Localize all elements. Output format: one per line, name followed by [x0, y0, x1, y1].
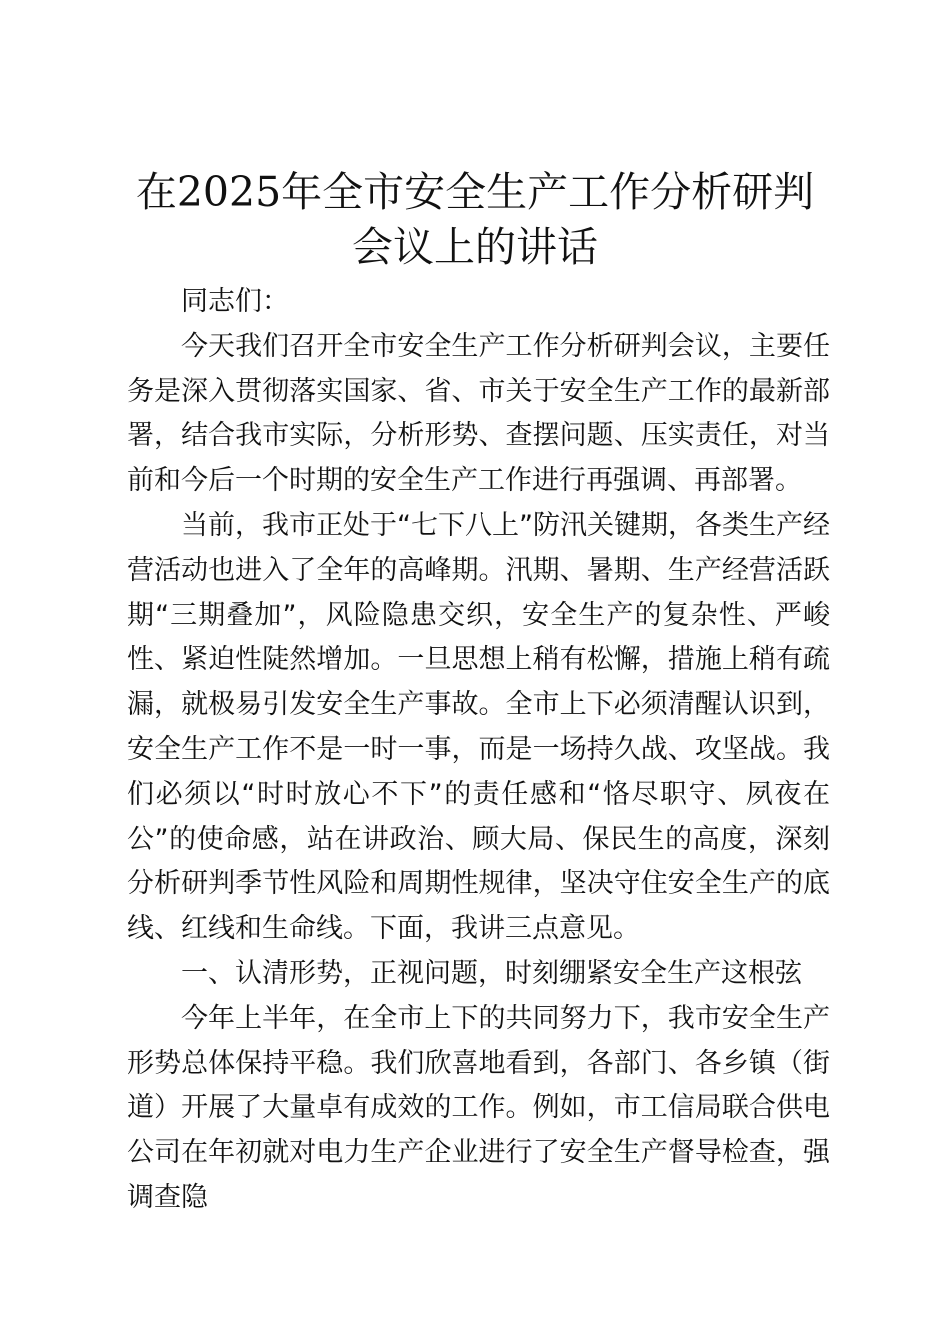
section-heading: 一、认清形势，正视问题，时刻绷紧安全生产这根弦: [181, 957, 802, 989]
document-body: [127, 280, 830, 1221]
salutation-paragraph: 同志们：: [181, 286, 289, 317]
body-paragraph: 当前，我市正处于“七下八上”防汛关键期，各类生产经营活动也进入了全年的高峰期。汛期、暑期、生产经营活跃期“三期叠加”，风险隐患交织，安全生产的复杂性、严峻性、紧迫性陡然增加。一旦思想上稍有松懈，措施上稍有疏漏，就极易引发安全生产事故。全市上下必须清醒认识到，安全生产工作不是一时一事，而是一场持久战、攻坚战。我们必须以“时时放心不下”的责任感和“恪尽职守、夙夜在公”的使命感，站在讲政治、顾大局、保民生的高度，深刻分析研判季节性风险和周期性规律，坚决守住安全生产的底线、红线和生命线。下面，我讲三点意见。: [127, 509, 830, 945]
body-paragraph: 今天我们召开全市安全生产工作分析研判会议，主要任务是深入贯彻落实国家、省、市关于安全生产工作的最新部署，结合我市实际，分析形势、查摆问题、压实责任，对当前和今后一个时期的安全生产工作进行再强调、再部署。: [127, 330, 830, 497]
title-line-2: 会议上的讲话: [352, 223, 598, 271]
body-paragraph: 今年上半年，在全市上下的共同努力下，我市安全生产形势总体保持平稳。我们欣喜地看到，各部门、各乡镇（街道）开展了大量卓有成效的工作。例如，市工信局联合供电公司在年初就对电力生产企业进行了安全生产督导检查，强调查隐: [127, 1002, 830, 1213]
title-line-1: 在2025年全市安全生产工作分析研判: [135, 168, 815, 216]
document-title: [100, 165, 850, 275]
